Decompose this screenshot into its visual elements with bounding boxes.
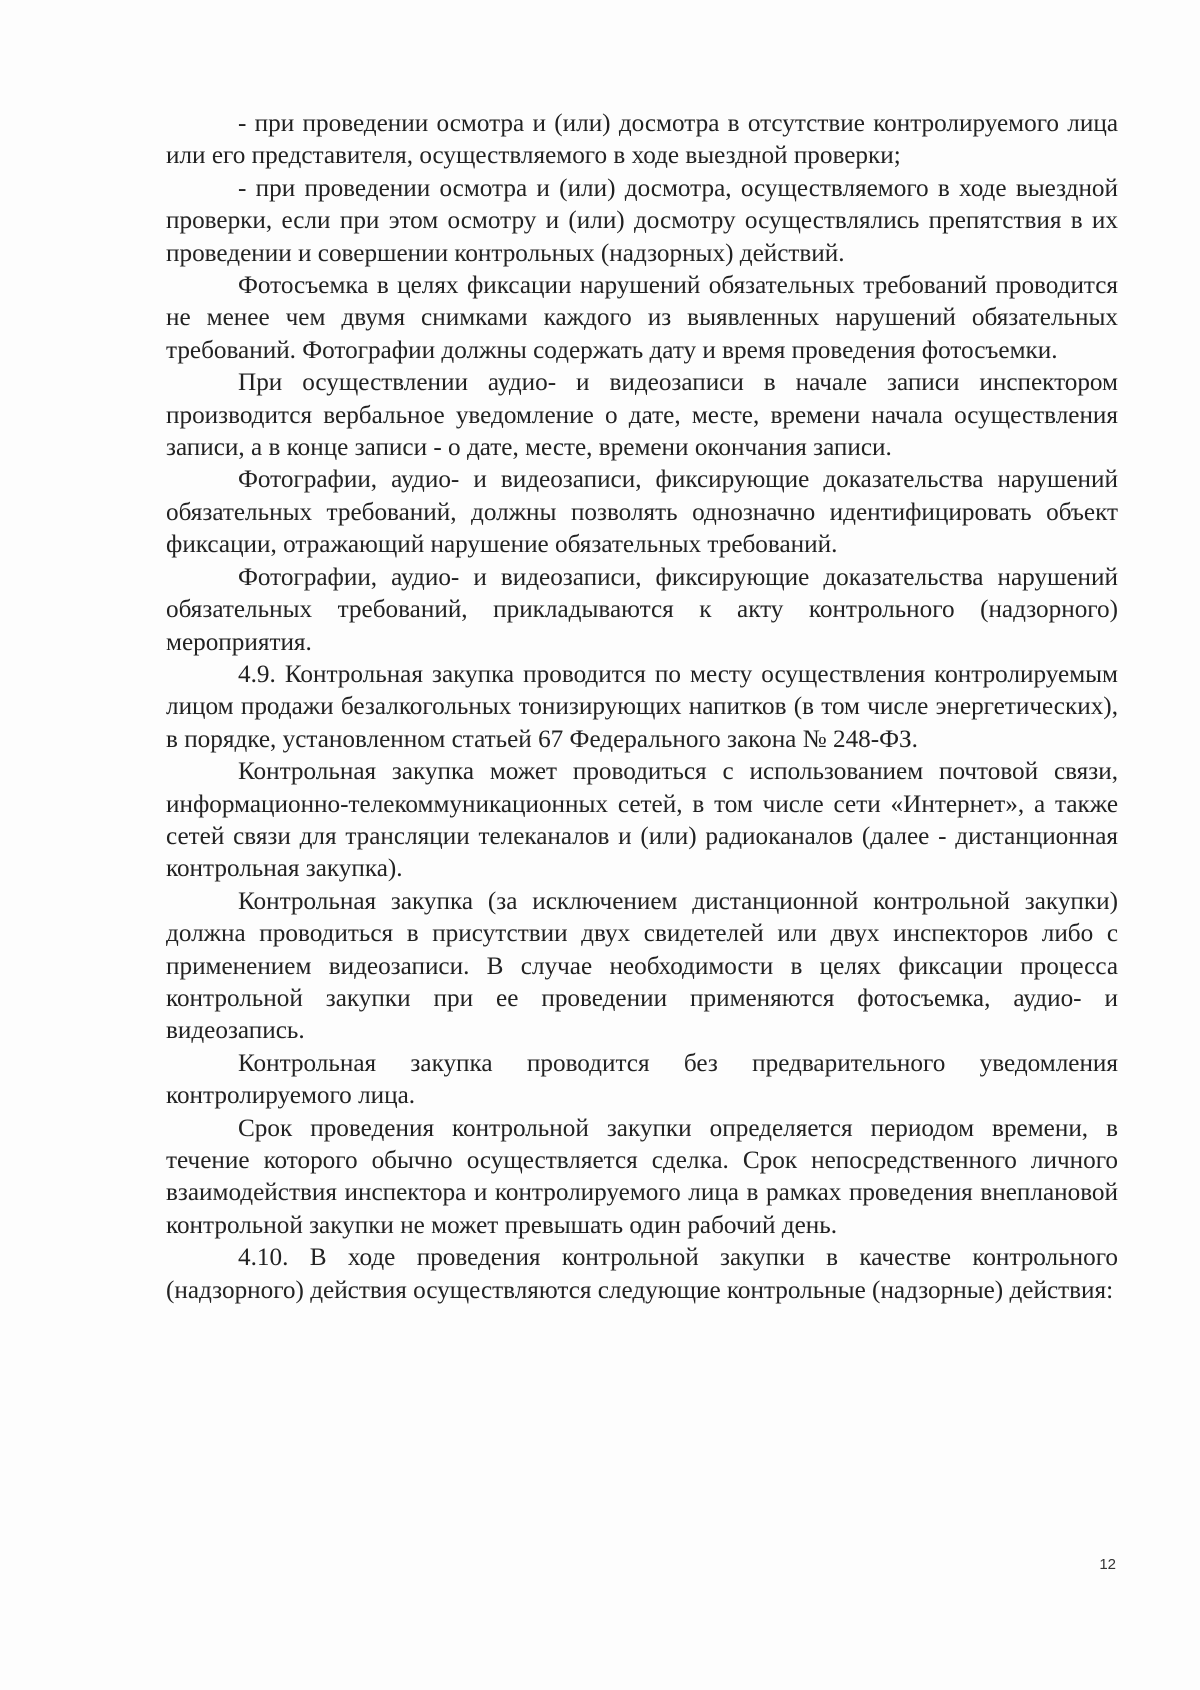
paragraph-audio-video-notice: При осуществлении аудио- и видеозаписи в начале записи инспектором производится вербальное уведомление о дате, месте, времени начала осуществления записи, а в конце записи - о дате, месте, времени окончания записи. [166, 369, 1118, 462]
paragraph-section-4-10: 4.10. В ходе проведения контрольной закупки в качестве контрольного (надзорного) действия осуществляются следующие контрольные (надзорные) действия: [166, 1244, 1118, 1304]
page-number: 12 [1099, 1556, 1116, 1573]
body-text [166, 108, 1118, 1307]
paragraph-photo-requirements: Фотосъемка в целях фиксации нарушений обязательных требований проводится не менее чем двумя снимками каждого из выявленных нарушений обязательных требований. Фотографии должны содержать дату и время проведения фотосъемки. [166, 272, 1118, 364]
paragraph-duration: Срок проведения контрольной закупки определяется периодом времени, в течение которого обычно осуществляется сделка. Срок непосредственного личного взаимодействия инспектора и контролируемого лица в рамках проведения внеплановой контрольной закупки не может превышать один рабочий день. [166, 1114, 1118, 1239]
paragraph-evidence-identification: Фотографии, аудио- и видеозаписи, фиксирующие доказательства нарушений обязательных требований, должны позволять однозначно идентифицировать объект фиксации, отражающий нарушение обязательных требований. [166, 466, 1118, 559]
paragraph-witnesses: Контрольная закупка (за исключением дистанционной контрольной закупки) должна проводиться в присутствии двух свидетелей или двух инспекторов либо с применением видеозаписи. В случае необходимости в целях фиксации процесса контрольной закупки при ее проведении применяются фотосъемка, аудио- и видеозапись. [166, 887, 1118, 1045]
paragraph-inspection-absence: - при проведении осмотра и (или) досмотра в отсутствие контролируемого лица или его представителя, осуществляемого в ходе выездной проверки; [166, 110, 1118, 170]
paragraph-inspection-obstacles: - при проведении осмотра и (или) досмотра, осуществляемого в ходе выездной проверки, если при этом осмотру и (или) досмотру осуществлялись препятствия в их проведении и совершении контрольных (надзорных) действий. [166, 174, 1118, 267]
paragraph-no-notice: Контрольная закупка проводится без предварительного уведомления контролируемого лица. [166, 1049, 1118, 1110]
paragraph-remote-purchase: Контрольная закупка может проводиться с использованием почтовой связи, информационно-телекоммуникационных сетей, в том числе сети «Интернет», а также сетей связи для трансляции телеканалов и (или) радиоканалов (далее - дистанционная контрольная закупка). [166, 758, 1118, 883]
paragraph-section-4-9: 4.9. Контрольная закупка проводится по месту осуществления контролируемым лицом продажи безалкогольных тонизирующих напитков (в том числе энергетических), в порядке, установленном статьей 67 Федерального закона № 248-ФЗ. [166, 660, 1118, 753]
paragraph-evidence-attachment: Фотографии, аудио- и видеозаписи, фиксирующие доказательства нарушений обязательных требований, прикладываются к акту контрольного (надзорного) мероприятия. [166, 563, 1118, 656]
